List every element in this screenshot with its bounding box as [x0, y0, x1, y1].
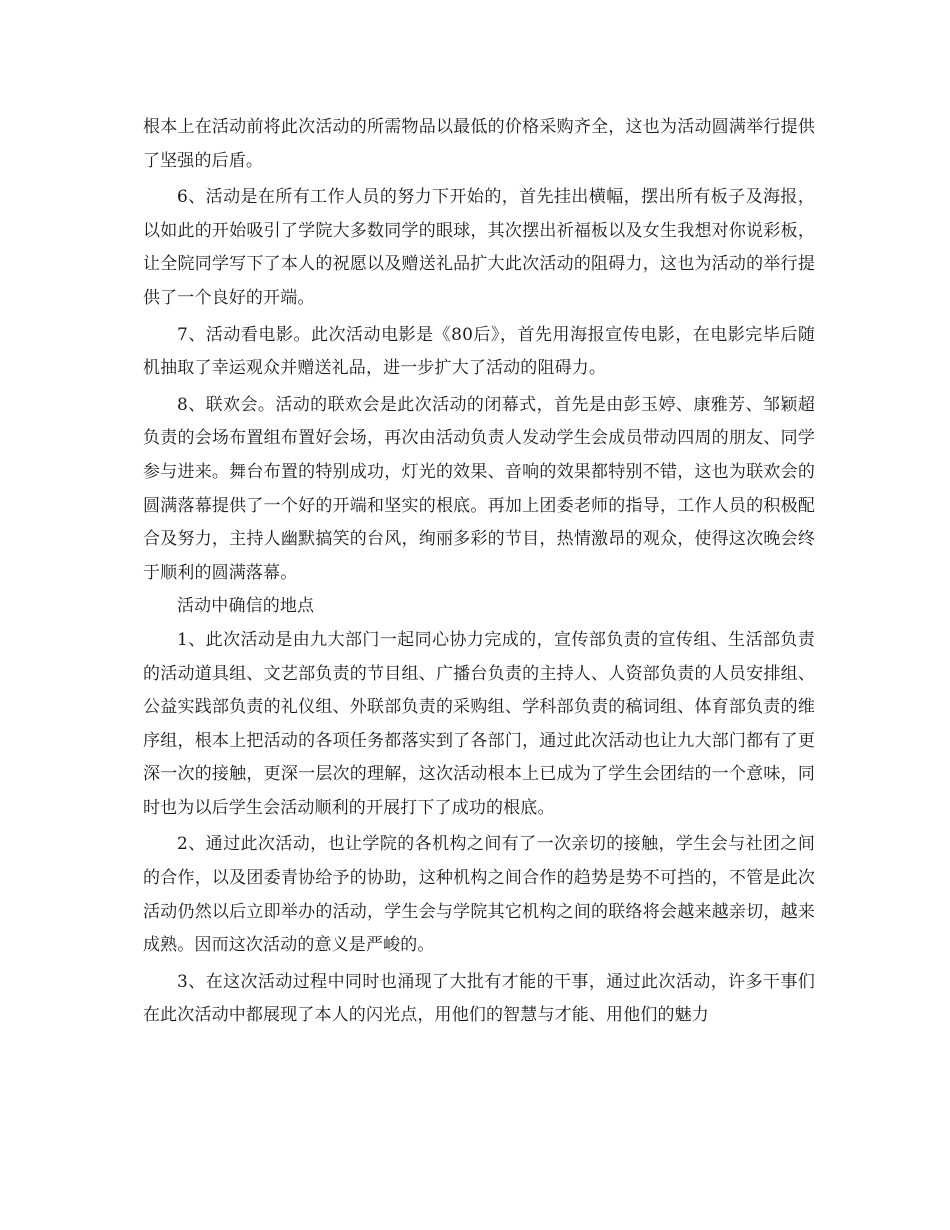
paragraph-point-2: 2、通过此次活动，也让学院的各机构之间有了一次亲切的接触，学生会与社团之间的合作，以及团委青协给予的协助，这种机构之间合作的趋势是势不可挡的，不管是此次活动仍然以后立即举办的活动，学生会与学院其它机构之间的联络将会越来越亲切，越来成熟。因而这次活动的意义是严峻的。 [143, 834, 815, 956]
paragraph-item-7: 7、活动看电影。此次活动电影是《80后》，首先用海报宣传电影，在电影完毕后随机抽取了幸运观众并赠送礼品，进一步扩大了活动的阻碍力。 [143, 324, 815, 379]
paragraph-point-3: 3、在这次活动过程中同时也涌现了大批有才能的干事，通过此次活动，许多干事们在此次活动中都展现了本人的闪光点，用他们的智慧与才能、用他们的魅力 [143, 971, 815, 1026]
paragraph-item-8: 8、联欢会。活动的联欢会是此次活动的闭幕式，首先是由彭玉婷、康雅芳、邹颖超负责的会场布置组布置好会场，再次由活动负责人发动学生会成员带动四周的朋友、同学参与进来。舞台布置的特别成功，灯光的效果、音响的效果都特别不错，这也为联欢会的圆满落幕提供了一个好的开端和坚实的根底。再加上团委老师的指导，工作人员的积极配合及努力，主持人幽默搞笑的台风，绚丽多彩的节目，热情激昂的观众，使得这次晚会终于顺利的圆满落幕。 [143, 394, 815, 583]
section-heading: 活动中确信的地点 [177, 596, 315, 617]
document-body [143, 111, 815, 1033]
paragraph-point-1: 1、此次活动是由九大部门一起同心协力完成的，宣传部负责的宣传组、生活部负责的活动道具组、文艺部负责的节目组、广播台负责的主持人、人资部负责的人员安排组、公益实践部负责的礼仪组、外联部负责的采购组、学科部负责的稿词组、体育部负责的维序组，根本上把活动的各项任务都落实到了各部门，通过此次活动也让九大部门都有了更深一次的接触，更深一层次的理解，这次活动根本上已成为了学生会团结的一个意味，同时也为以后学生会活动顺利的开展打下了成功的根底。 [143, 629, 815, 818]
paragraph-intro-continued: 根本上在活动前将此次活动的所需物品以最低的价格采购齐全，这也为活动圆满举行提供了坚强的后盾。 [143, 117, 815, 171]
paragraph-item-6: 6、活动是在所有工作人员的努力下开始的，首先挂出横幅，摆出所有板子及海报，以如此的开始吸引了学院大多数同学的眼球，其次摆出祈福板以及女生我想对你说彩板，让全院同学写下了本人的祝愿以及赠送礼品扩大此次活动的阻碍力，这也为活动的举行提供了一个良好的开端。 [143, 187, 815, 308]
